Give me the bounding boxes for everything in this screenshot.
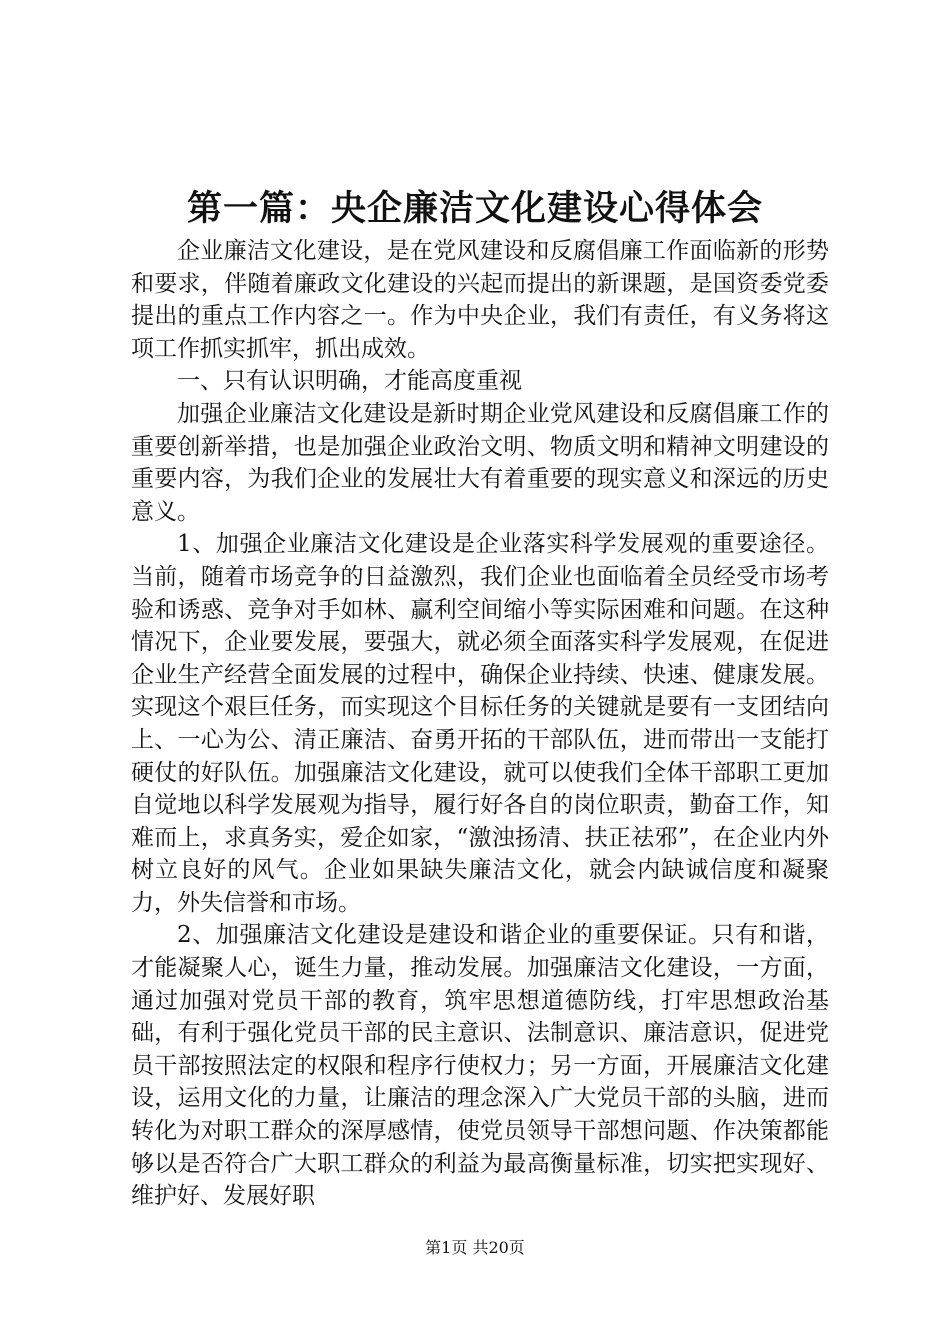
paragraph-section-1: 加强企业廉洁文化建设是新时期企业党风建设和反腐倡廉工作的重要创新举措，也是加强企业政治文明、物质文明和精神文明建设的重要内容，为我们企业的发展壮大有着重要的现实意义和深远的历史意义。 [131,400,829,525]
section-heading-1: 一、只有认识明确，才能高度重视 [177,368,522,395]
paragraph-point-2: 2、加强廉洁文化建设是建设和谐企业的重要保证。只有和谐，才能凝聚人心，诞生力量，推动发展。加强廉洁文化建设，一方面，通过加强对党员干部的教育，筑牢思想道德防线，打牢思想政治基础，有利于强化党员干部的民主意识、法制意识、廉洁意识，促进党员干部按照法定的权限和程序行使权力；另一方面，开展廉洁文化建设，运用文化的力量，让廉洁的理念深入广大党员干部的头脑，进而转化为对职工群众的深厚感情，使党员领导干部想问题、作决策都能够以是否符合广大职工群众的利益为最高衡量标准，切实把实现好、维护好、发展好职 [131,922,829,1210]
page-footer: 第1页 共20页 [425,1238,525,1257]
document-body [131,235,829,1213]
paragraph-intro: 企业廉洁文化建设，是在党风建设和反腐倡廉工作面临新的形势和要求，伴随着廉政文化建设的兴起而提出的新课题，是国资委党委提出的重点工作内容之一。作为中央企业，我们有责任，有义务将这项工作抓实抓牢，抓出成效。 [131,238,829,362]
document-title: 第一篇：央企廉洁文化建设心得体会 [186,189,763,229]
paragraph-point-1: 1、加强企业廉洁文化建设是企业落实科学发展观的重要途径。当前，随着市场竞争的日益激烈，我们企业也面临着全员经受市场考验和诱惑、竞争对手如林、赢利空间缩小等实际困难和问题。在这种情况下，企业要发展，要强大，就必须全面落实科学发展观，在促进企业生产经营全面发展的过程中，确保企业持续、快速、健康发展。实现这个艰巨任务，而实现这个目标任务的关键就是要有一支团结向上、一心为公、清正廉洁、奋勇开拓的干部队伍，进而带出一支能打硬仗的好队伍。加强廉洁文化建设，就可以使我们全体干部职工更加自觉地以科学发展观为指导，履行好各自的岗位职责，勤奋工作，知难而上，求真务实，爱企如家，“激浊扬清、扶正祛邪”，在企业内外树立良好的风气。企业如果缺失廉洁文化，就会内缺诚信度和凝聚力，外失信誉和市场。 [131,531,829,916]
